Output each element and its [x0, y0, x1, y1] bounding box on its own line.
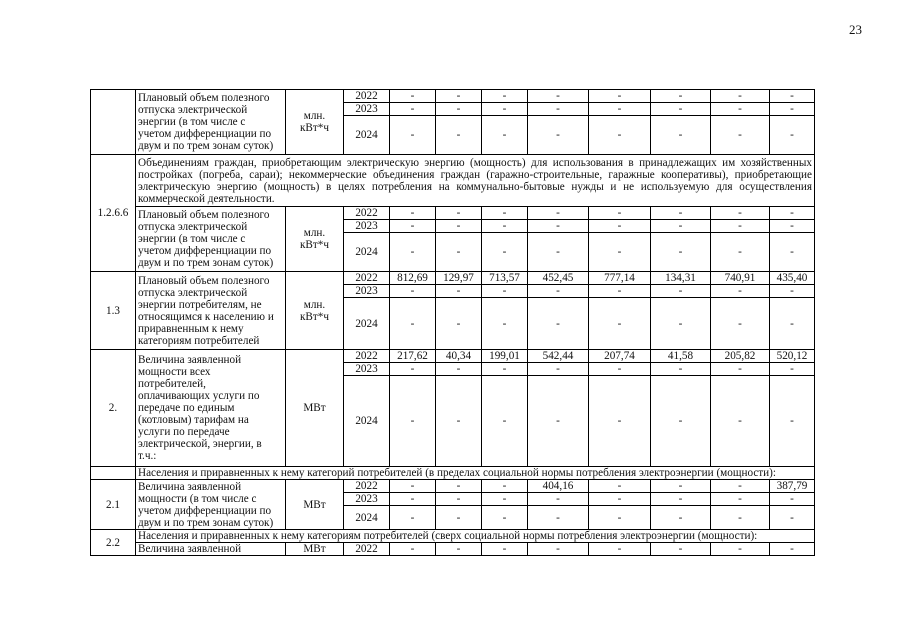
value-cell: 542,44	[528, 350, 589, 363]
value-cell: 217,62	[390, 350, 436, 363]
value-cell: -	[436, 480, 482, 493]
section-number	[91, 467, 136, 480]
year: 2023	[344, 285, 390, 298]
value-cell: -	[770, 506, 815, 530]
value-cell: -	[528, 298, 589, 350]
indicator-name	[136, 272, 286, 350]
value-cell: -	[651, 493, 711, 506]
unit: МВт	[286, 350, 344, 467]
year: 2023	[344, 103, 390, 116]
year: 2022	[344, 350, 390, 363]
value-cell: -	[482, 207, 528, 220]
year: 2024	[344, 298, 390, 350]
indicator-name-line: отпуска электрической	[138, 286, 248, 299]
indicator-name-line: относящимся к населению и	[138, 310, 274, 323]
value-cell: -	[436, 233, 482, 272]
indicator-name-line: мощности всех	[138, 366, 211, 378]
value-cell: -	[770, 376, 815, 467]
value-cell: -	[528, 90, 589, 103]
value-cell: -	[390, 543, 436, 556]
year: 2024	[344, 376, 390, 467]
value-cell: -	[482, 220, 528, 233]
value-cell: -	[390, 285, 436, 298]
note-row	[91, 467, 815, 480]
indicator-name-line: отпуска электрической	[138, 221, 248, 233]
year: 2022	[344, 480, 390, 493]
value-cell: -	[528, 285, 589, 298]
year: 2022	[344, 207, 390, 220]
value-cell: -	[770, 116, 815, 155]
indicator-name-line: электрической, энергии, в	[138, 438, 262, 450]
unit: млн. кВт*ч	[286, 207, 344, 272]
section-note: Объединениям граждан, приобретающим электрическую энергию (мощность) для использования в принадлежащих им хозяйственных постройках (погреба, сараи); некоммерческие объединения граждан (гаражно-строительные, гаражные кооперативы), приобретающие электрическую энергию (мощность) в целях потребления на коммунально-бытовые нужды и не используемую для осуществления коммерческой деятельности.	[136, 155, 815, 207]
value-cell: 777,14	[589, 272, 651, 285]
value-cell: 520,12	[770, 350, 815, 363]
value-cell: -	[436, 103, 482, 116]
value-cell: -	[390, 116, 436, 155]
value-cell: -	[436, 506, 482, 530]
value-cell: 404,16	[528, 480, 589, 493]
value-cell: 387,79	[770, 480, 815, 493]
year: 2023	[344, 493, 390, 506]
value-cell: -	[711, 493, 770, 506]
value-cell: -	[711, 363, 770, 376]
value-cell: -	[711, 285, 770, 298]
value-cell: -	[436, 116, 482, 155]
value-cell: 452,45	[528, 272, 589, 285]
indicator-name-line: энергии потребителям, не	[138, 298, 262, 311]
table-row	[91, 350, 815, 363]
indicator-name-line: Величина заявленной	[138, 354, 242, 366]
indicator-name-line: отпуска электрической	[138, 104, 248, 116]
value-cell: -	[436, 90, 482, 103]
value-cell: -	[589, 376, 651, 467]
value-cell: -	[589, 480, 651, 493]
value-cell: -	[651, 116, 711, 155]
indicator-name-line: энергии (в том числе с	[138, 116, 246, 128]
section-number: 2.2	[91, 530, 136, 556]
indicator-name-line: мощности (в том числе с	[138, 492, 257, 505]
value-cell: -	[711, 543, 770, 556]
value-cell: -	[589, 298, 651, 350]
value-cell: -	[711, 103, 770, 116]
value-cell: -	[436, 493, 482, 506]
value-cell: 207,74	[589, 350, 651, 363]
value-cell: -	[436, 220, 482, 233]
row-number: 2.	[91, 350, 136, 467]
indicator-name-line: Величина заявленной	[138, 543, 242, 555]
value-cell: -	[770, 363, 815, 376]
value-cell: -	[482, 298, 528, 350]
year: 2024	[344, 233, 390, 272]
section-note: Населения и приравненных к нему категорий потребителей (в пределах социальной нормы потребления электроэнергии (мощности):	[136, 467, 815, 480]
value-cell: -	[770, 220, 815, 233]
value-cell: -	[436, 363, 482, 376]
value-cell: -	[589, 207, 651, 220]
value-cell: -	[589, 220, 651, 233]
value-cell: -	[711, 90, 770, 103]
value-cell: 713,57	[482, 272, 528, 285]
unit: млн. кВт*ч	[286, 272, 344, 350]
indicator-name-line: категориям потребителей	[138, 334, 260, 347]
indicator-name-line: двум и по трем зонам суток)	[138, 257, 274, 269]
value-cell: -	[390, 480, 436, 493]
value-cell: -	[390, 220, 436, 233]
value-cell: -	[482, 233, 528, 272]
year: 2023	[344, 363, 390, 376]
value-cell: -	[482, 363, 528, 376]
year: 2024	[344, 506, 390, 530]
value-cell: -	[770, 233, 815, 272]
year: 2022	[344, 272, 390, 285]
value-cell: 134,31	[651, 272, 711, 285]
indicator-name	[136, 207, 286, 272]
value-cell: -	[589, 103, 651, 116]
value-cell: -	[589, 493, 651, 506]
value-cell: -	[436, 376, 482, 467]
indicator-name-line: услуги по передаче	[138, 426, 230, 438]
value-cell: -	[711, 116, 770, 155]
indicator-name-line: двум и по трем зонам суток)	[138, 516, 274, 529]
value-cell: -	[482, 103, 528, 116]
value-cell: -	[770, 285, 815, 298]
value-cell: -	[482, 116, 528, 155]
indicator-name-line: т.ч.:	[138, 450, 157, 462]
value-cell: 40,34	[436, 350, 482, 363]
indicator-name-line: учетом дифференциации по	[138, 128, 272, 140]
section-note: Населения и приравненных к нему категориям потребителей (сверх социальной нормы потребления электроэнергии (мощности):	[136, 530, 815, 543]
value-cell: -	[711, 220, 770, 233]
note-row	[91, 155, 815, 207]
indicator-name-line: передаче по единым	[138, 402, 235, 414]
value-cell: -	[390, 103, 436, 116]
value-cell: -	[390, 493, 436, 506]
value-cell: -	[651, 103, 711, 116]
value-cell: -	[528, 233, 589, 272]
value-cell: 205,82	[711, 350, 770, 363]
value-cell: 740,91	[711, 272, 770, 285]
value-cell: -	[528, 207, 589, 220]
row-number	[91, 90, 136, 155]
value-cell: -	[528, 116, 589, 155]
value-cell: -	[390, 207, 436, 220]
value-cell: -	[651, 376, 711, 467]
note-row	[91, 530, 815, 543]
indicator-name-line: приравненным к нему	[138, 322, 244, 335]
value-cell: -	[711, 376, 770, 467]
value-cell: -	[589, 285, 651, 298]
value-cell: -	[651, 207, 711, 220]
value-cell: -	[482, 285, 528, 298]
unit: МВт	[286, 480, 344, 530]
value-cell: -	[711, 233, 770, 272]
value-cell: -	[436, 285, 482, 298]
value-cell: -	[651, 220, 711, 233]
value-cell: 41,58	[651, 350, 711, 363]
value-cell: -	[651, 363, 711, 376]
indicator-name	[136, 90, 286, 155]
value-cell: -	[482, 543, 528, 556]
row-number: 1.3	[91, 272, 136, 350]
value-cell: -	[528, 363, 589, 376]
value-cell: -	[770, 103, 815, 116]
value-cell: -	[589, 90, 651, 103]
value-cell: -	[390, 506, 436, 530]
value-cell: -	[711, 298, 770, 350]
row-number: 2.1	[91, 480, 136, 530]
value-cell: -	[770, 298, 815, 350]
indicator-name-line: учетом дифференциации по	[138, 504, 272, 517]
value-cell: -	[528, 220, 589, 233]
table-row	[91, 90, 815, 103]
value-cell: -	[589, 233, 651, 272]
section-number: 1.2.6.6	[91, 155, 136, 272]
table-row	[91, 480, 815, 493]
value-cell: -	[651, 90, 711, 103]
indicator-name-line: двум и по трем зонам суток)	[138, 140, 274, 152]
page-number: 23	[849, 22, 862, 37]
value-cell: -	[770, 493, 815, 506]
value-cell: -	[482, 376, 528, 467]
indicator-name-line: (котловым) тарифам на	[138, 414, 249, 426]
value-cell: -	[390, 363, 436, 376]
value-cell: -	[651, 480, 711, 493]
value-cell: -	[589, 506, 651, 530]
indicator-name-line: учетом дифференциации по	[138, 245, 272, 257]
value-cell: -	[482, 493, 528, 506]
value-cell: -	[770, 543, 815, 556]
unit: МВт	[286, 543, 344, 556]
year: 2024	[344, 116, 390, 155]
value-cell: -	[390, 233, 436, 272]
value-cell: -	[436, 298, 482, 350]
indicator-name-line: энергии (в том числе с	[138, 233, 246, 245]
value-cell: -	[436, 543, 482, 556]
value-cell: -	[528, 506, 589, 530]
value-cell: 812,69	[390, 272, 436, 285]
value-cell: -	[390, 298, 436, 350]
indicator-name-line: оплачивающих услуги по	[138, 390, 260, 402]
tariff-table	[90, 89, 815, 556]
table-row	[91, 272, 815, 285]
indicator-name-line: Величина заявленной	[138, 480, 242, 493]
value-cell: -	[390, 376, 436, 467]
value-cell: -	[482, 506, 528, 530]
value-cell: -	[589, 363, 651, 376]
value-cell: -	[482, 90, 528, 103]
value-cell: -	[589, 543, 651, 556]
value-cell: -	[528, 376, 589, 467]
value-cell: -	[528, 493, 589, 506]
value-cell: -	[711, 207, 770, 220]
indicator-name	[136, 480, 286, 530]
value-cell: -	[651, 233, 711, 272]
value-cell: -	[651, 543, 711, 556]
indicator-name-line: потребителей,	[138, 378, 206, 390]
value-cell: -	[770, 90, 815, 103]
year: 2022	[344, 543, 390, 556]
unit: млн. кВт*ч	[286, 90, 344, 155]
value-cell: 199,01	[482, 350, 528, 363]
value-cell: -	[390, 90, 436, 103]
value-cell: -	[711, 506, 770, 530]
value-cell: 129,97	[436, 272, 482, 285]
value-cell: -	[651, 285, 711, 298]
value-cell: -	[589, 116, 651, 155]
value-cell: -	[482, 480, 528, 493]
year: 2023	[344, 220, 390, 233]
value-cell: -	[528, 103, 589, 116]
year: 2022	[344, 90, 390, 103]
indicator-name-line: Плановый объем полезного	[138, 274, 270, 287]
value-cell: -	[436, 207, 482, 220]
value-cell: -	[770, 207, 815, 220]
value-cell: -	[651, 506, 711, 530]
value-cell: 435,40	[770, 272, 815, 285]
indicator-name-line: Плановый объем полезного	[138, 92, 270, 104]
indicator-name	[136, 350, 286, 467]
table-row	[91, 543, 815, 556]
indicator-name-line: Плановый объем полезного	[138, 209, 270, 221]
value-cell: -	[528, 543, 589, 556]
indicator-name	[136, 543, 286, 556]
table-row	[91, 207, 815, 220]
value-cell: -	[651, 298, 711, 350]
value-cell: -	[711, 480, 770, 493]
